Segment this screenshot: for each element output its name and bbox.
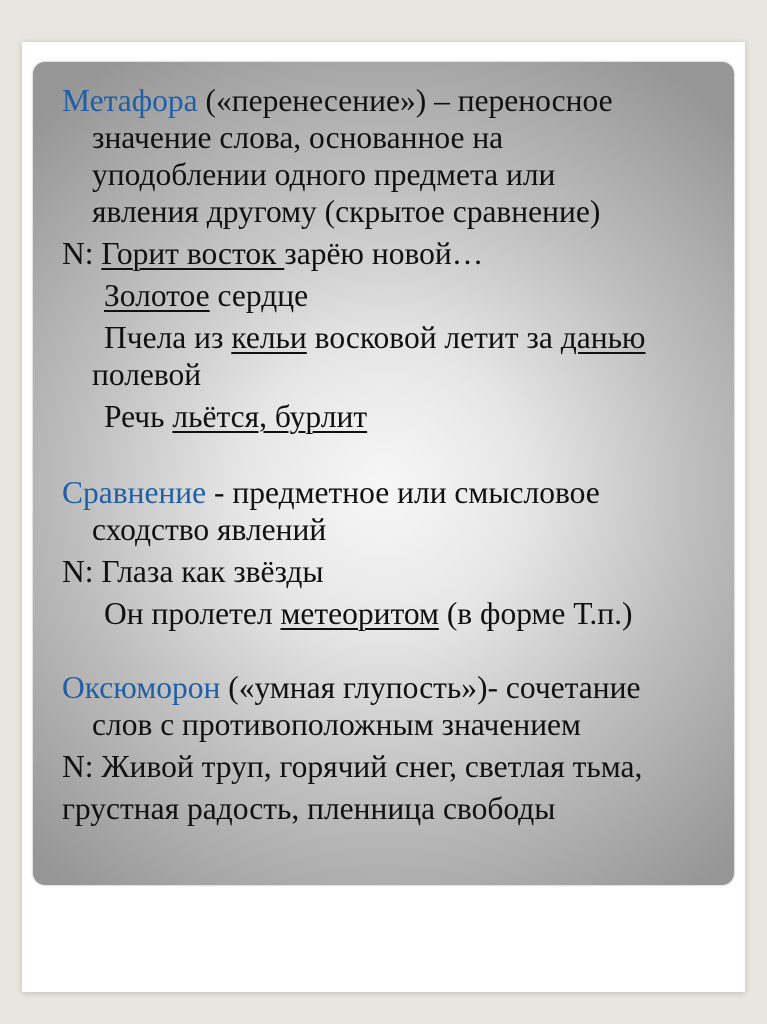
slide-text	[62, 82, 732, 827]
metaphor-example-3-cont: полевой	[92, 357, 202, 392]
metaphor-example-2	[62, 277, 732, 314]
oxymoron-example-2: грустная радость, пленница свободы	[62, 791, 556, 826]
underlined-phrase: кельи	[231, 320, 307, 355]
example-text: зарёю новой…	[284, 236, 484, 271]
oxymoron-definition	[62, 669, 732, 706]
example-text: Он пролетел	[104, 596, 281, 631]
comparison-gloss: - предметное или смысловое	[206, 475, 600, 510]
example-text: Пчела из	[104, 320, 232, 355]
underlined-phrase: льётся, бурлит	[172, 399, 368, 434]
example-text: сердце	[209, 278, 309, 313]
oxymoron-example-1	[62, 748, 732, 785]
comparison-term: Сравнение	[62, 475, 207, 510]
example-prefix: N:	[62, 236, 102, 271]
oxymoron-line: слов с противоположным значением	[92, 707, 581, 742]
metaphor-definition	[62, 82, 732, 119]
oxymoron-term: Оксюморон	[62, 670, 221, 705]
comparison-example-1	[62, 553, 732, 590]
example-text: восковой летит за	[306, 320, 561, 355]
comparison-example-2	[62, 595, 732, 632]
example-text: Живой труп, горячий снег, светлая тьма,	[101, 749, 643, 784]
comparison-line: сходство явлений	[92, 512, 327, 547]
underlined-phrase: данью	[560, 320, 646, 355]
example-text: (в форме Т.п.)	[438, 596, 633, 631]
underlined-phrase: Золотое	[104, 278, 210, 313]
example-prefix: N:	[62, 554, 102, 589]
metaphor-term: Метафора	[62, 83, 198, 118]
metaphor-example-3	[62, 319, 732, 356]
metaphor-example-1	[62, 235, 732, 272]
example-text: Глаза как звёзды	[101, 554, 324, 589]
oxymoron-gloss: («умная глупость»)- сочетание	[220, 670, 641, 705]
underlined-phrase: Горит восток	[101, 236, 285, 271]
example-text: Речь	[104, 399, 173, 434]
metaphor-line: значение слова, основанное на	[92, 120, 504, 155]
metaphor-example-4	[62, 398, 732, 435]
underlined-phrase: метеоритом	[280, 596, 439, 631]
comparison-definition	[62, 474, 732, 511]
metaphor-line: явления другому (скрытое сравнение)	[92, 194, 601, 229]
metaphor-gloss: («перенесение») – переносное	[197, 83, 613, 118]
metaphor-line: уподоблении одного предмета или	[92, 157, 556, 192]
example-prefix: N:	[62, 749, 102, 784]
